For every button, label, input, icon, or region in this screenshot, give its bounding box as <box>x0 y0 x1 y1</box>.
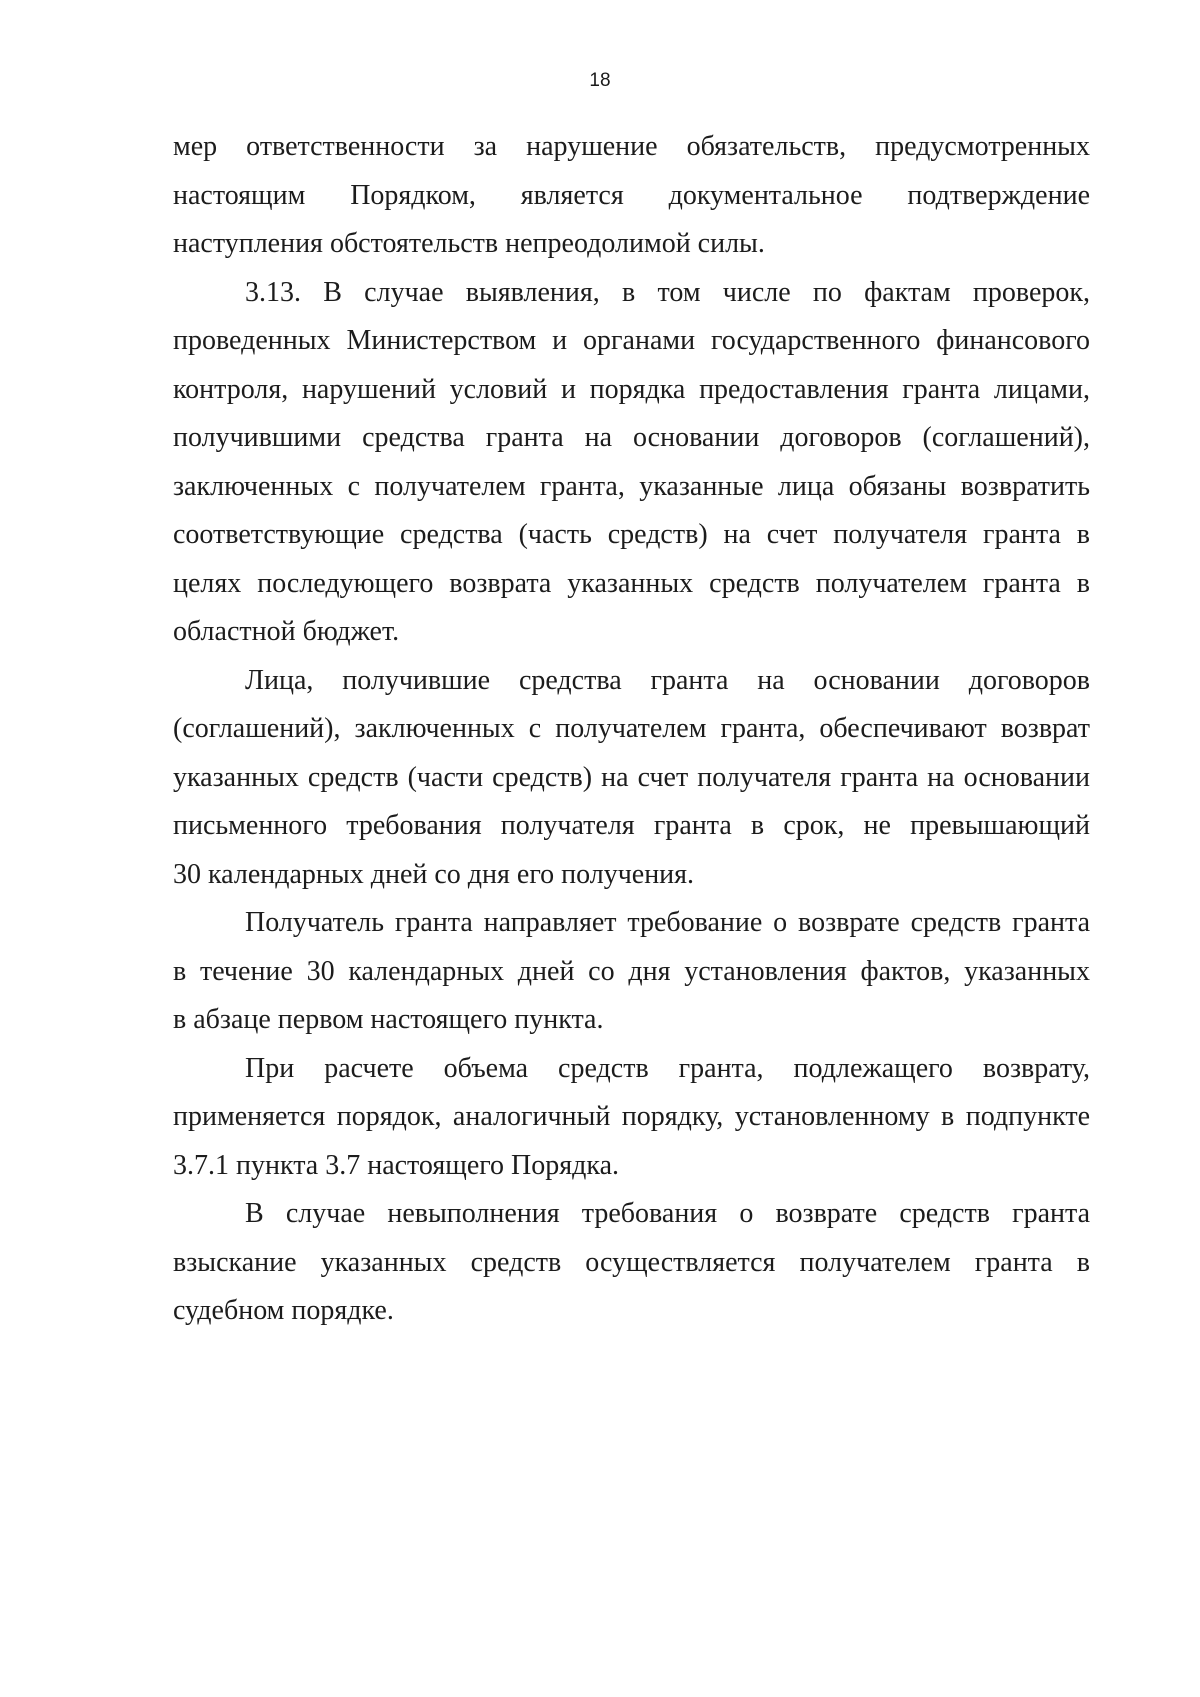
text-line: (соглашений), заключенных с получателем гранта, обеспечивают возврат <box>173 713 1090 744</box>
text-line: взыскание указанных средств осуществляется получателем гранта в <box>173 1246 1090 1278</box>
text-line: Получатель гранта направляет требование о возврате средств гранта <box>245 907 1090 938</box>
text-line: заключенных с получателем гранта, указанные лица обязаны возвратить <box>173 470 1090 502</box>
text-line: В случае невыполнения требования о возврате средств гранта <box>245 1198 1090 1229</box>
text-line: письменного требования получателя гранта в срок, не превышающий <box>173 810 1090 841</box>
paragraph-demand <box>173 899 1090 1045</box>
text-line: судебном порядке. <box>173 1295 394 1326</box>
document-body <box>173 123 1090 1336</box>
paragraph-judicial-recovery <box>173 1190 1090 1336</box>
text-line: получившими средства гранта на основании договоров (соглашений), <box>173 422 1090 453</box>
paragraph-3-13 <box>173 269 1090 657</box>
text-line: наступления обстоятельств непреодолимой силы. <box>173 228 765 259</box>
text-line: проведенных Министерством и органами государственного финансового <box>173 325 1090 356</box>
page-number: 18 <box>589 70 611 91</box>
text-line: в абзаце первом настоящего пункта. <box>173 1004 604 1035</box>
text-line: мер ответственности за нарушение обязательств, предусмотренных <box>173 131 1090 162</box>
text-line: соответствующие средства (часть средств) на счет получателя гранта в <box>173 519 1090 550</box>
paragraph-return-obligation <box>173 657 1090 900</box>
text-line: указанных средств (части средств) на счет получателя гранта на основании <box>173 761 1090 793</box>
text-line: применяется порядок, аналогичный порядку, установленному в подпункте <box>173 1101 1090 1132</box>
paragraph-continuation <box>173 123 1090 269</box>
text-line: Лица, получившие средства гранта на основании договоров <box>245 664 1090 696</box>
text-line: 3.7.1 пункта 3.7 настоящего Порядка. <box>173 1149 619 1181</box>
text-line: 30 календарных дней со дня его получения. <box>173 858 695 890</box>
text-line: целях последующего возврата указанных средств получателем гранта в <box>173 567 1090 599</box>
text-line: контроля, нарушений условий и порядка предоставления гранта лицами, <box>173 373 1090 405</box>
text-line: При расчете объема средств гранта, подлежащего возврату, <box>245 1052 1090 1084</box>
paragraph-calculation <box>173 1045 1090 1191</box>
text-line: настоящим Порядком, является документальное подтверждение <box>173 179 1090 211</box>
text-line: 3.13. В случае выявления, в том числе по фактам проверок, <box>245 276 1090 308</box>
text-line: в течение 30 календарных дней со дня установления фактов, указанных <box>173 955 1090 987</box>
text-line: областной бюджет. <box>173 616 400 647</box>
